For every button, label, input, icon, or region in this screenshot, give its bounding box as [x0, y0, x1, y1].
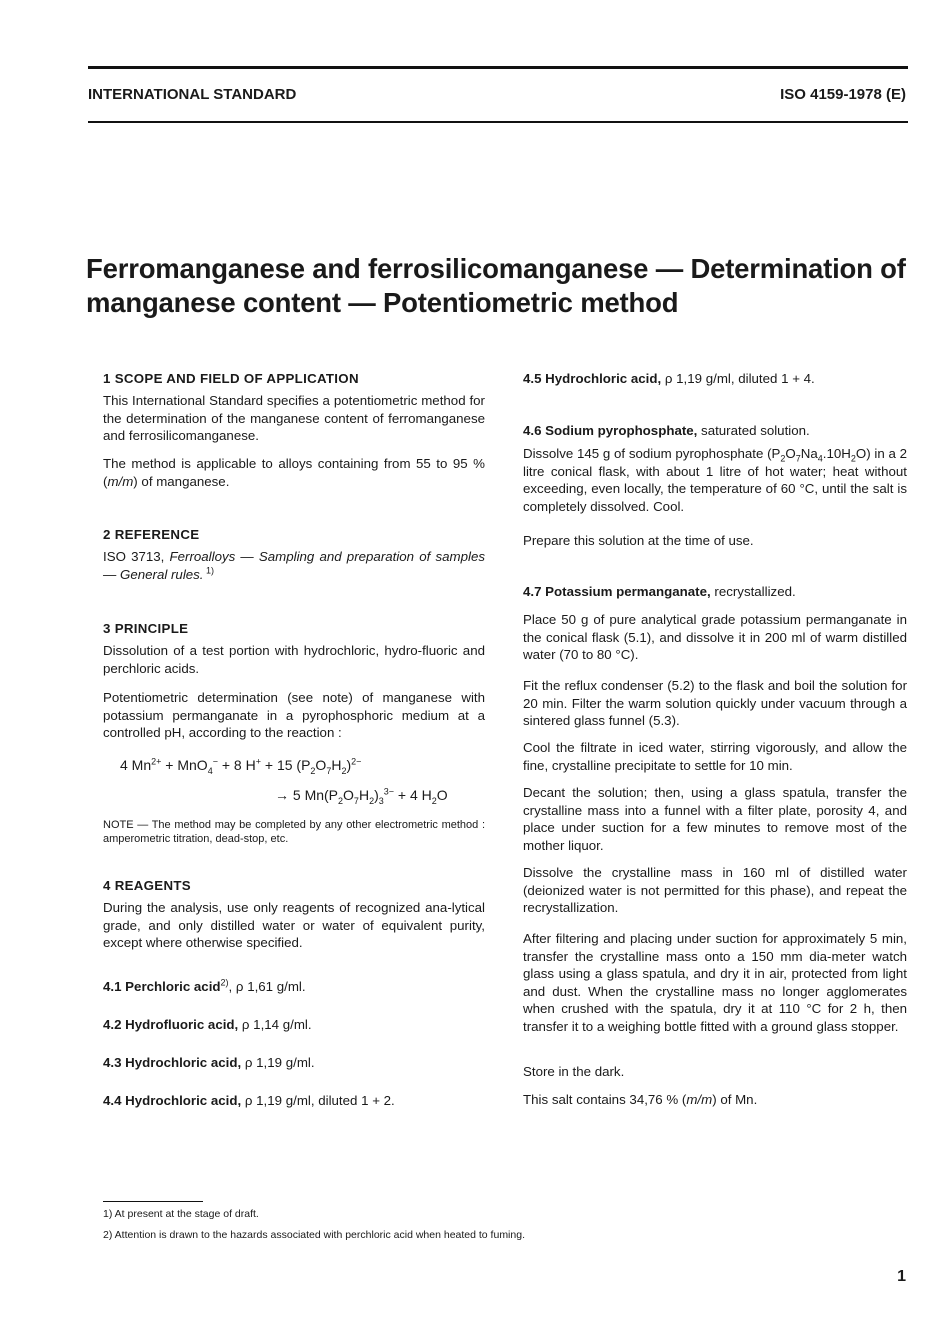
header-right: ISO 4159-1978 (E) [780, 86, 906, 103]
paragraph [523, 784, 907, 854]
text-run: Cool the filtrate in iced water, stirring vigorously, and allow the fine, crystalline precipitate to settle for 10 min. [523, 740, 907, 773]
note-text [103, 818, 485, 846]
paragraph [103, 899, 485, 952]
text-run: 4 [817, 453, 823, 464]
paragraph [103, 455, 485, 490]
text-run: ) of Mn. [712, 1092, 758, 1107]
text-run: ISO 3713, [103, 549, 170, 564]
text-run: 2 [431, 795, 437, 806]
text-run: 7 [353, 795, 359, 806]
text-run: 2 [850, 453, 856, 464]
text-run: O [315, 757, 327, 773]
text-run: 1) [203, 565, 215, 576]
paragraph [103, 1054, 485, 1072]
paragraph [523, 930, 907, 1036]
text-run: 2 [369, 795, 375, 806]
text-run: This International Standard specifies a potentiometric method for the determination of the manganese content of ferromanganese and ferrosilicomanganese. [103, 393, 485, 444]
text-run: Dissolve the crystalline mass in 160 ml of distilled water (deionized water is not permitted for this phase), and repeat the recrystallization. [523, 865, 907, 916]
text-run: 2) [220, 977, 229, 988]
paragraph [523, 422, 907, 440]
text-run: 1 SCOPE AND FIELD OF APPLICATION [103, 371, 359, 386]
text-run: H [358, 787, 370, 803]
text-run: 2− [351, 756, 362, 767]
text-run: recrystallized. [710, 584, 796, 599]
paragraph [103, 548, 485, 583]
paragraph [523, 611, 907, 664]
paragraph [103, 1092, 485, 1110]
text-run: ρ 1,19 g/ml, diluted 1 + 2. [241, 1093, 395, 1108]
text-run: After filtering and placing under suction for approximately 5 min, transfer the crystalline mass onto a 150 mm dia-meter watch glass using a glass spatula, and dry it in air, protected from light and dust. When the crystalline mass no longer agglomerates when crushed with the spatula, dry it at 110 °C for 2 h, then transfer it to a weighing bottle fitted with a ground glass stopper. [523, 931, 907, 1034]
text-run: 4 [207, 765, 213, 776]
text-run: + 4 H [394, 787, 432, 803]
text-run: 2 [310, 765, 316, 776]
text-run: 4.3 Hydrochloric acid, [103, 1055, 242, 1070]
text-run: This salt contains 34,76 % ( [523, 1092, 687, 1107]
text-run: ) [374, 787, 379, 803]
text-run: 3 PRINCIPLE [103, 621, 189, 636]
text-run: 2 [338, 795, 344, 806]
text-run: O [785, 446, 796, 461]
text-run: saturated solution. [697, 423, 810, 438]
text-run: − [212, 756, 218, 767]
header-left: INTERNATIONAL STANDARD [88, 86, 297, 103]
text-run: + MnO [161, 757, 208, 773]
footnote-rule [103, 1201, 203, 1202]
text-run: 4.5 Hydrochloric acid, [523, 371, 662, 386]
paragraph [523, 370, 907, 388]
text-run: 7 [326, 765, 332, 776]
text-run: Store in the dark. [523, 1064, 625, 1079]
text-run: ρ 1,14 g/ml. [238, 1017, 312, 1032]
text-run: H [331, 757, 342, 773]
text-run: Fit the reflux condenser (5.2) to the flask and boil the solution for 20 min. Filter the warm solution quickly under vacuum through a sintered glass funnel (5.3). [523, 678, 907, 729]
text-run: 2 REFERENCE [103, 527, 200, 542]
paragraph [103, 392, 485, 445]
text-run: Dissolve 145 g of sodium pyrophosphate (P [523, 446, 781, 461]
text-run: 3− [383, 786, 395, 797]
paragraph [523, 677, 907, 730]
paragraph [523, 583, 907, 601]
text-run: 7 [795, 453, 801, 464]
text-run: 4 Mn [120, 757, 152, 773]
text-run: → 5 Mn(P [275, 787, 339, 803]
text-run: 4.6 Sodium pyrophosphate, [523, 423, 698, 438]
text-run: + 8 H [217, 757, 256, 773]
text-run: + [255, 756, 261, 767]
text-run: O [343, 787, 354, 803]
paragraph [523, 864, 907, 917]
text-run: .10H [822, 446, 851, 461]
paragraph [103, 1016, 485, 1034]
text-run: Prepare this solution at the time of use. [523, 533, 754, 548]
footnote-2: 2) Attention is drawn to the hazards associated with perchloric acid when heated to fuming. [103, 1229, 525, 1241]
text-run: Na [800, 446, 818, 461]
paragraph [523, 532, 907, 550]
text-run: 2+ [151, 756, 162, 767]
footnote-1: 1) At present at the stage of draft. [103, 1208, 259, 1220]
reaction-equation [120, 757, 502, 775]
paragraph [103, 978, 485, 996]
text-run: The method is applicable to alloys containing from 55 to 95 % ( [103, 456, 485, 489]
text-run: + 15 (P [260, 757, 311, 773]
text-run: m/m [107, 473, 134, 489]
text-run: m/m [686, 1092, 713, 1107]
header-rule-top [88, 66, 908, 69]
text-run: O [436, 787, 448, 803]
text-run: 4.4 Hydrochloric acid, [103, 1093, 242, 1108]
text-run: Ferroalloys — Sampling and preparation of samples — General rules. [103, 549, 485, 582]
header-rule-bottom [88, 121, 908, 123]
text-run: Place 50 g of pure analytical grade potassium permanganate in the conical flask (5.1), and dissolve it in 200 ml of warm distilled water (70 to 80 °C). [523, 612, 907, 663]
text-run: During the analysis, use only reagents of recognized ana-lytical grade, and only distilled water or water of equivalent purity, except where otherwise specified. [103, 900, 485, 951]
text-run: Dissolution of a test portion with hydrochloric, hydro-fluoric and perchloric acids. [103, 643, 485, 676]
text-run: 2 [780, 453, 786, 464]
text-run: ρ 1,19 g/ml. [241, 1055, 315, 1070]
paragraph [523, 1063, 907, 1081]
page-number: 1 [897, 1268, 906, 1285]
text-run: Potentiometric determination (see note) of manganese with potassium permanganate in a pyrophosphoric medium at a controlled pH, according to the reaction : [103, 690, 485, 741]
section-heading [103, 370, 485, 388]
text-run: ) of manganese. [133, 473, 230, 489]
section-heading [103, 877, 485, 895]
paragraph [523, 1091, 907, 1109]
text-run: O) in a 2 litre conical flask, with about 1 litre of hot water; heat without exceeding, even locally, the temperature of 60 °C, until the salt is completely dissolved. Cool. [523, 446, 907, 514]
text-run: 4.1 Perchloric acid [103, 979, 221, 994]
text-run: NOTE — The method may be completed by any other electrometric method : amperometric titration, dead-stop, etc. [103, 819, 485, 845]
text-run: ) [346, 757, 352, 773]
text-run: 3 [378, 795, 384, 806]
text-run: , ρ 1,61 g/ml. [228, 979, 306, 994]
section-heading [103, 620, 485, 638]
paragraph [523, 739, 907, 774]
paragraph [103, 642, 485, 677]
text-run: Decant the solution; then, using a glass spatula, transfer the crystalline mass into a funnel with a filter plate, porosity 4, and place under suction for a few minutes to remove most of the mother liquor. [523, 785, 907, 853]
text-run: 4.2 Hydrofluoric acid, [103, 1017, 239, 1032]
text-run: 2 [341, 765, 347, 776]
text-run: 4.7 Potassium permanganate, [523, 584, 711, 599]
document-title: Ferromanganese and ferrosilicomanganese — Determination of manganese content — Potentiometric method [86, 253, 906, 318]
section-heading [103, 526, 485, 544]
text-run: 4 REAGENTS [103, 878, 191, 893]
paragraph [523, 445, 907, 515]
text-run: ρ 1,19 g/ml, diluted 1 + 4. [661, 371, 815, 386]
paragraph [103, 689, 485, 742]
